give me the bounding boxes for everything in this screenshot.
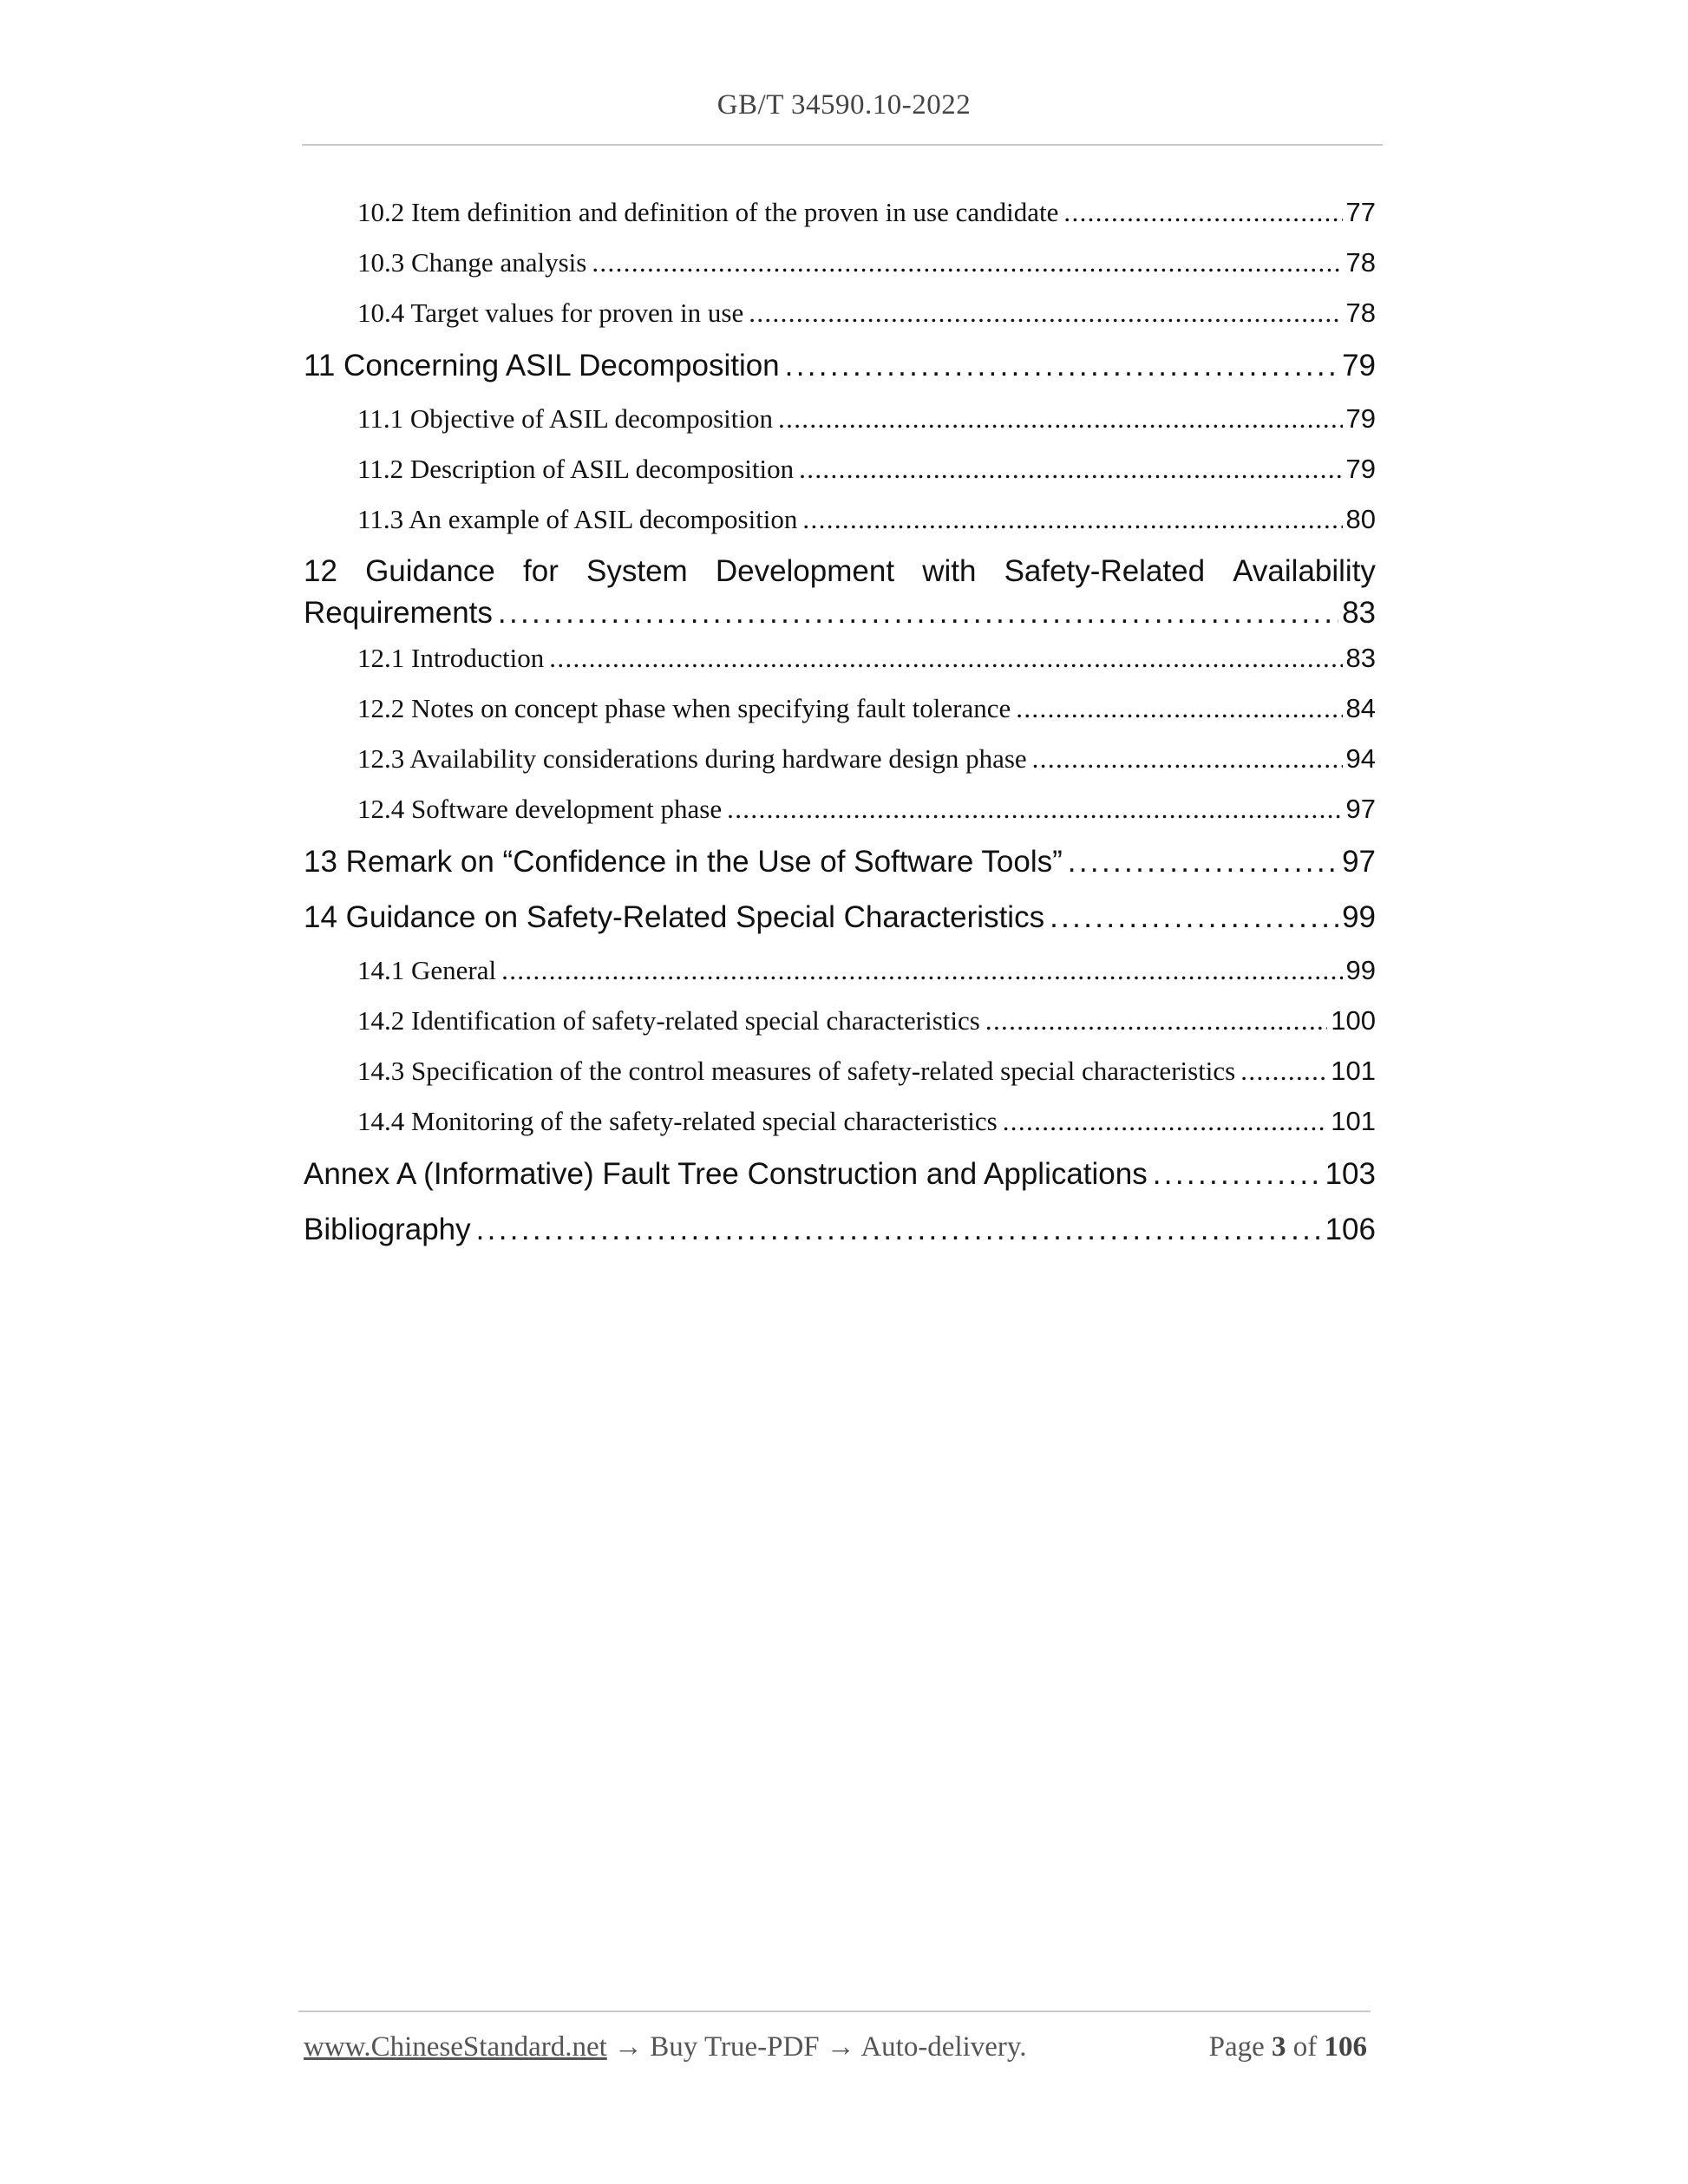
document-header-title: GB/T 34590.10-2022 bbox=[716, 89, 972, 121]
toc-entry-page: 79 bbox=[1342, 349, 1376, 383]
toc-entry-14-2[interactable] bbox=[304, 996, 1376, 1046]
dot-leader bbox=[1240, 1046, 1327, 1096]
delivery-text: Auto-delivery. bbox=[860, 2031, 1027, 2063]
toc-entry-11-2[interactable] bbox=[304, 444, 1376, 494]
buy-text: Buy True-PDF bbox=[650, 2031, 820, 2063]
toc-entry-page: 78 bbox=[1345, 298, 1376, 328]
toc-entry-label: 10.3 Change analysis bbox=[357, 247, 587, 278]
toc-entry-12-second-line bbox=[304, 592, 1376, 633]
total-page-number: 106 bbox=[1324, 2031, 1367, 2063]
toc-entry-12-1[interactable] bbox=[304, 633, 1376, 683]
page-footer bbox=[304, 2031, 1367, 2063]
dot-leader bbox=[1068, 834, 1338, 890]
dot-leader bbox=[1063, 187, 1342, 238]
toc-word: Safety-Related bbox=[1004, 554, 1206, 588]
toc-entry-label: Requirements bbox=[304, 596, 493, 630]
toc-word: Guidance bbox=[365, 554, 495, 588]
toc-entry-12-4[interactable] bbox=[304, 784, 1376, 834]
arrow-right-icon: → bbox=[826, 2031, 855, 2063]
toc-entry-page: 99 bbox=[1342, 900, 1376, 934]
dot-leader bbox=[1032, 734, 1343, 784]
toc-entry-label: 11.1 Objective of ASIL decomposition bbox=[357, 403, 773, 434]
dot-leader bbox=[785, 338, 1338, 394]
dot-leader bbox=[1016, 683, 1342, 734]
toc-entry-label: 10.4 Target values for proven in use bbox=[357, 298, 744, 328]
current-page-number: 3 bbox=[1272, 2031, 1286, 2063]
toc-entry-label: Annex A (Informative) Fault Tree Construction and Applications bbox=[304, 1157, 1148, 1191]
toc-entry-label: 14.2 Identification of safety-related special characteristics bbox=[357, 1005, 980, 1036]
toc-entry-label: 12.1 Introduction bbox=[357, 643, 545, 673]
toc-entry-14-1[interactable] bbox=[304, 945, 1376, 996]
header-divider bbox=[302, 144, 1383, 146]
toc-entry-label: 11 Concerning ASIL Decomposition bbox=[304, 349, 780, 383]
dot-leader bbox=[749, 288, 1342, 338]
toc-entry-label: 14.4 Monitoring of the safety-related special characteristics bbox=[357, 1106, 998, 1136]
toc-entry-bibliography[interactable] bbox=[304, 1202, 1376, 1258]
toc-word: System bbox=[586, 554, 688, 588]
page-indicator bbox=[1209, 2031, 1367, 2063]
dot-leader bbox=[1003, 1096, 1328, 1147]
toc-entry-10-2[interactable] bbox=[304, 187, 1376, 238]
page-word: Page bbox=[1208, 2031, 1265, 2063]
toc-entry-page: 101 bbox=[1331, 1106, 1376, 1136]
toc-entry-10-3[interactable] bbox=[304, 238, 1376, 288]
toc-entry-page: 83 bbox=[1345, 643, 1376, 673]
toc-entry-page: 84 bbox=[1345, 693, 1376, 723]
dot-leader bbox=[985, 996, 1327, 1046]
dot-leader bbox=[1153, 1147, 1322, 1202]
toc-entry-label: 12.2 Notes on concept phase when specifying fault tolerance bbox=[357, 693, 1011, 723]
toc-entry-page: 83 bbox=[1342, 596, 1376, 630]
toc-entry-label: 14 Guidance on Safety-Related Special Characteristics bbox=[304, 900, 1045, 934]
toc-entry-14[interactable] bbox=[304, 890, 1376, 945]
toc-entry-11[interactable] bbox=[304, 338, 1376, 394]
toc-entry-label: Bibliography bbox=[304, 1213, 471, 1246]
dot-leader bbox=[802, 494, 1342, 545]
toc-entry-label: 14.1 General bbox=[357, 955, 497, 985]
toc-entry-page: 79 bbox=[1345, 454, 1376, 484]
toc-entry-12-2[interactable] bbox=[304, 683, 1376, 734]
toc-entry-12[interactable] bbox=[304, 545, 1376, 633]
toc-entry-page: 100 bbox=[1331, 1005, 1376, 1036]
toc-entry-label: 12.3 Availability considerations during hardware design phase bbox=[357, 743, 1027, 774]
toc-entry-page: 101 bbox=[1331, 1056, 1376, 1086]
toc-entry-label: 13 Remark on “Confidence in the Use of Software Tools” bbox=[304, 845, 1063, 879]
toc-entry-page: 99 bbox=[1345, 955, 1376, 985]
toc-entry-page: 94 bbox=[1345, 743, 1376, 774]
toc-entry-page: 103 bbox=[1325, 1157, 1376, 1191]
toc-entry-label: 12.4 Software development phase bbox=[357, 794, 723, 824]
footer-divider bbox=[298, 2011, 1371, 2012]
footer-left bbox=[304, 2031, 1027, 2063]
toc-entry-label: 11.3 An example of ASIL decomposition bbox=[357, 504, 798, 534]
toc-entry-page: 97 bbox=[1342, 845, 1376, 879]
toc-word: Availability bbox=[1233, 554, 1376, 588]
dot-leader bbox=[498, 593, 1338, 633]
dot-leader bbox=[799, 444, 1342, 494]
toc-entry-label: 11.2 Description of ASIL decomposition bbox=[357, 454, 795, 484]
toc-entry-12-3[interactable] bbox=[304, 734, 1376, 784]
toc-word: for bbox=[523, 554, 559, 588]
toc-entry-page: 78 bbox=[1345, 247, 1376, 278]
dot-leader bbox=[727, 784, 1342, 834]
toc-entry-label: 10.2 Item definition and definition of the proven in use candidate bbox=[357, 197, 1059, 227]
dot-leader bbox=[1050, 890, 1338, 945]
toc-entry-page: 79 bbox=[1345, 403, 1376, 434]
of-word: of bbox=[1292, 2031, 1318, 2063]
toc-entry-12-first-line bbox=[304, 552, 1376, 592]
dot-leader bbox=[501, 945, 1342, 996]
toc-entry-page: 80 bbox=[1345, 504, 1376, 534]
toc-entry-11-1[interactable] bbox=[304, 394, 1376, 444]
toc-word: with bbox=[922, 554, 977, 588]
website-link[interactable]: www.ChineseStandard.net bbox=[304, 2031, 607, 2063]
toc-entry-14-3[interactable] bbox=[304, 1046, 1376, 1096]
dot-leader bbox=[476, 1202, 1322, 1258]
toc-entry-annex-a[interactable] bbox=[304, 1147, 1376, 1202]
toc-entry-10-4[interactable] bbox=[304, 288, 1376, 338]
dot-leader bbox=[549, 633, 1342, 683]
toc-entry-label: 14.3 Specification of the control measures of safety-related special characteristics bbox=[357, 1056, 1236, 1086]
toc-entry-page: 106 bbox=[1325, 1213, 1376, 1246]
toc-entry-page: 97 bbox=[1345, 794, 1376, 824]
arrow-right-icon: → bbox=[614, 2031, 644, 2063]
table-of-contents bbox=[304, 187, 1376, 1258]
toc-entry-13[interactable] bbox=[304, 834, 1376, 890]
toc-entry-14-4[interactable] bbox=[304, 1096, 1376, 1147]
toc-entry-11-3[interactable] bbox=[304, 494, 1376, 545]
dot-leader bbox=[778, 394, 1343, 444]
toc-word: Development bbox=[715, 554, 895, 588]
dot-leader bbox=[592, 238, 1342, 288]
toc-entry-page: 77 bbox=[1345, 197, 1376, 227]
toc-word: 12 bbox=[304, 554, 337, 588]
